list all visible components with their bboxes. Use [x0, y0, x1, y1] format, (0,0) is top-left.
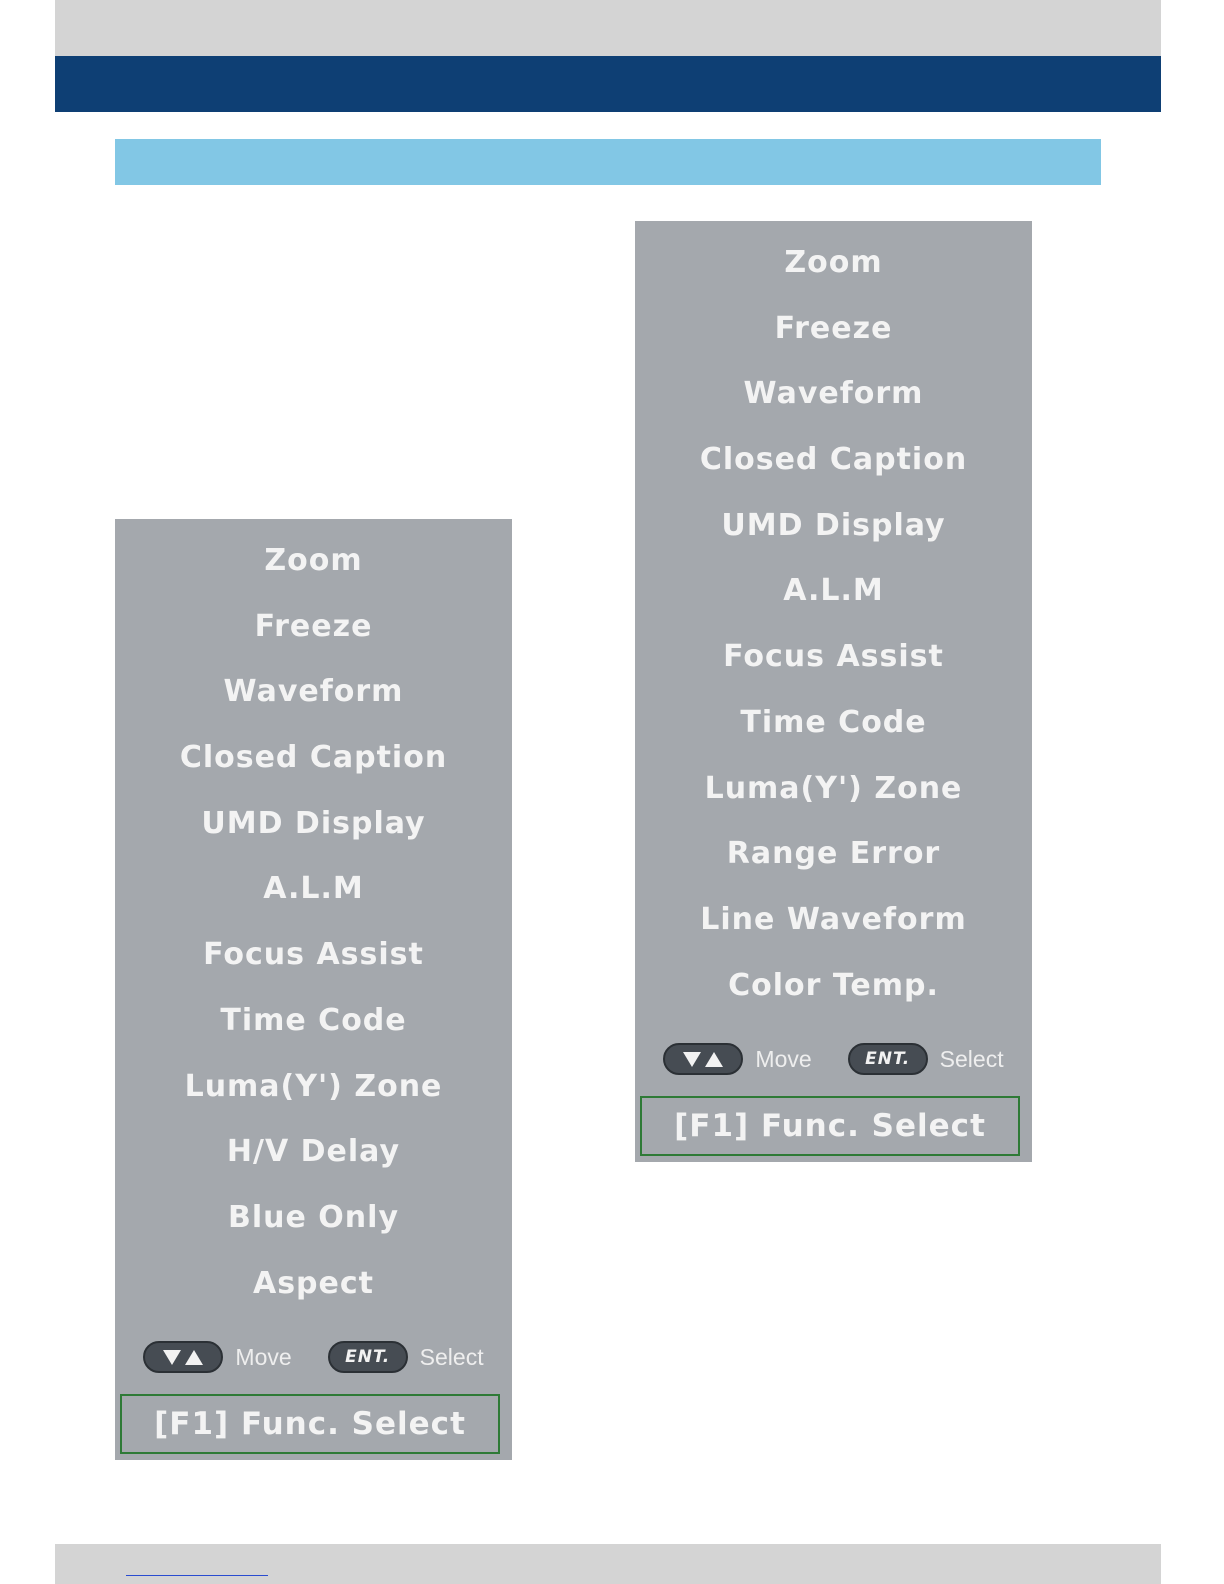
- move-hint: [143, 1341, 291, 1373]
- footer-gray-band: [55, 1544, 1161, 1584]
- section-title-bar: [115, 139, 1101, 185]
- menu-item-time-code[interactable]: Time Code: [740, 704, 927, 740]
- menu-item-line-waveform[interactable]: Line Waveform: [700, 901, 967, 937]
- move-hint: [663, 1043, 811, 1075]
- enter-key-icon: [848, 1043, 928, 1075]
- key-hint-row: [635, 1031, 1032, 1087]
- menu-item-waveform[interactable]: Waveform: [743, 376, 924, 412]
- menu-item-color-temp[interactable]: Color Temp.: [728, 967, 939, 1003]
- menu-item-luma-zone[interactable]: Luma(Y') Zone: [184, 1068, 443, 1104]
- menu-item-zoom[interactable]: Zoom: [264, 543, 363, 578]
- menu-item-closed-caption[interactable]: Closed Caption: [179, 740, 448, 776]
- header-gray-band: [55, 0, 1161, 56]
- menu-item-blue-only[interactable]: Blue Only: [228, 1199, 399, 1235]
- menu-item-alm[interactable]: A.L.M: [783, 573, 884, 609]
- select-label: Select: [939, 1045, 1004, 1072]
- osd-menu-panel-right: [635, 221, 1032, 1162]
- function-menu-list: [635, 221, 1032, 1031]
- osd-menu-panel-left: [115, 519, 512, 1460]
- header-blue-band: [55, 56, 1161, 112]
- select-label: Select: [419, 1343, 484, 1370]
- menu-item-hv-delay[interactable]: H/V Delay: [226, 1134, 401, 1170]
- down-up-arrows-icon: [143, 1341, 223, 1373]
- enter-key-label: ENT.: [345, 1347, 391, 1368]
- menu-item-freeze[interactable]: Freeze: [774, 310, 893, 346]
- select-hint: [848, 1043, 1004, 1075]
- down-up-arrows-icon: [663, 1043, 743, 1075]
- menu-item-umd-display[interactable]: UMD Display: [201, 805, 426, 841]
- menu-item-luma-zone[interactable]: Luma(Y') Zone: [704, 770, 963, 806]
- menu-item-waveform[interactable]: Waveform: [223, 674, 404, 710]
- menu-item-aspect[interactable]: Aspect: [252, 1265, 375, 1301]
- enter-key-label: ENT.: [865, 1049, 911, 1070]
- menu-item-freeze[interactable]: Freeze: [254, 608, 373, 644]
- func-select-button[interactable]: [F1] Func. Select: [120, 1394, 500, 1454]
- menu-item-closed-caption[interactable]: Closed Caption: [699, 442, 968, 478]
- move-label: Move: [235, 1343, 292, 1370]
- menu-item-time-code[interactable]: Time Code: [220, 1002, 407, 1038]
- menu-item-zoom[interactable]: Zoom: [784, 245, 883, 280]
- select-hint: [328, 1341, 484, 1373]
- function-menu-list: [115, 519, 512, 1329]
- func-select-button[interactable]: [F1] Func. Select: [640, 1096, 1020, 1156]
- menu-item-umd-display[interactable]: UMD Display: [721, 507, 946, 543]
- footer-link-underline[interactable]: [126, 1575, 268, 1576]
- enter-key-icon: [328, 1341, 408, 1373]
- menu-item-focus-assist[interactable]: Focus Assist: [723, 639, 944, 675]
- menu-item-range-error[interactable]: Range Error: [726, 836, 941, 872]
- menu-item-focus-assist[interactable]: Focus Assist: [203, 937, 424, 973]
- key-hint-row: [115, 1329, 512, 1385]
- menu-item-alm[interactable]: A.L.M: [263, 871, 364, 907]
- move-label: Move: [755, 1045, 812, 1072]
